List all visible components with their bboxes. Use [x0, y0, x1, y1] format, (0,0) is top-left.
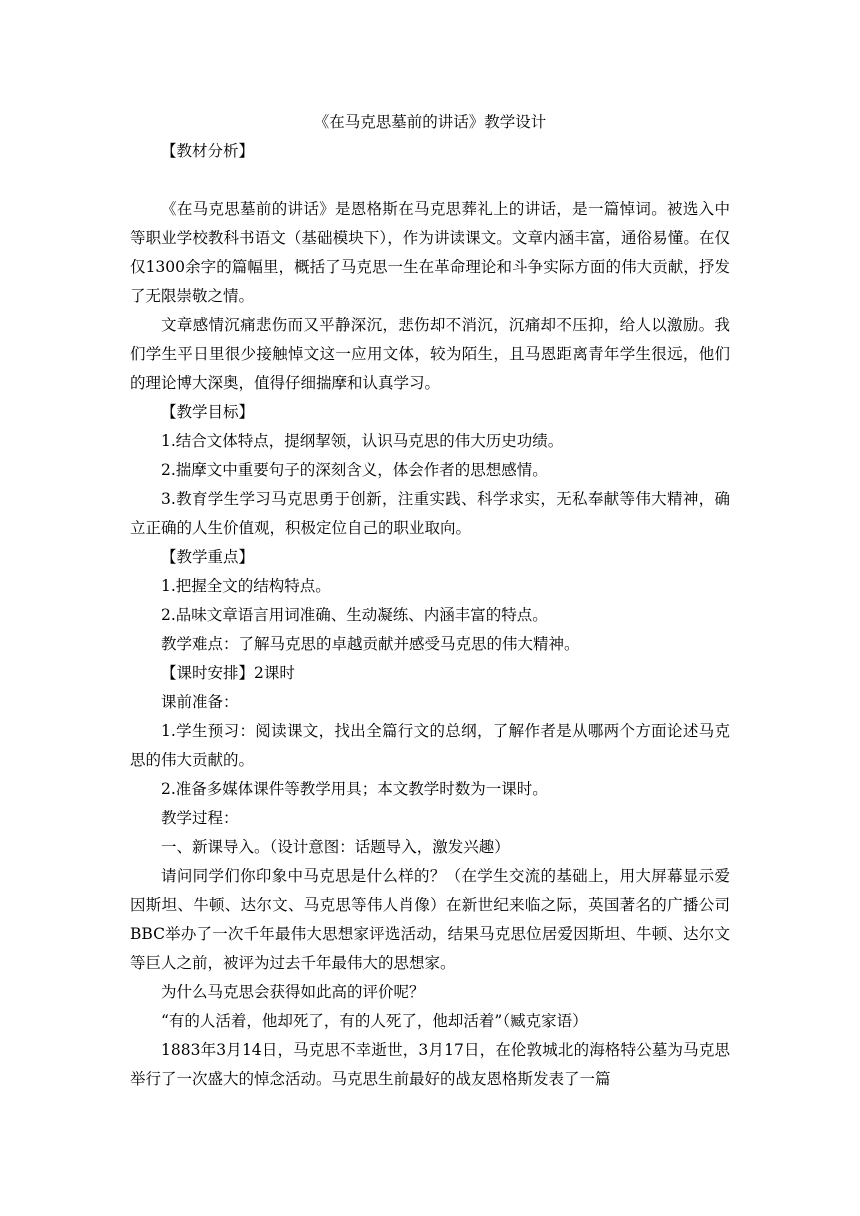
section-heading-material: 【教材分析】 [161, 142, 255, 160]
schedule-line: 【课时安排】2课时 [161, 664, 295, 682]
section-heading-goals: 【教学目标】 [161, 403, 255, 421]
document-body [130, 108, 730, 1094]
key-item-1: 1.把握全文的结构特点。 [161, 577, 331, 595]
section-heading-key: 【教学重点】 [161, 548, 255, 566]
question-line: 为什么马克思会获得如此高的评价呢？ [161, 983, 425, 1001]
paragraph-material-2: 文章感情沉痛悲伤而又平静深沉，悲伤却不消沉，沉痛却不压抑，给人以激励。我们学生平日里很少接触悼文这一应用文体，较为陌生，且马恩距离青年学生很远，他们的理论博大深奥，值得仔细揣摩和认真学习。 [130, 316, 730, 392]
paragraph-history: 1883年3月14日，马克思不幸逝世，3月17日，在伦敦城北的海格特公墓为马克思举行了一次盛大的悼念活动。马克思生前最好的战友恩格斯发表了一篇 [130, 1041, 730, 1088]
key-item-2: 2.品味文章语言用词准确、生动凝练、内涵丰富的特点。 [161, 606, 548, 624]
paragraph-material-1: 《在马克思墓前的讲话》是恩格斯在马克思葬礼上的讲话，是一篇悼词。被选入中等职业学校教科书语文（基础模块下），作为讲读课文。文章内涵丰富，通俗易懂。在仅仅1300余字的篇幅里，概括了马克思一生在革命理论和斗争实际方面的伟大贡献，抒发了无限崇敬之情。 [130, 200, 730, 305]
process-label: 教学过程： [161, 809, 239, 827]
goal-item-1: 1.结合文体特点，提纲挈领，认识马克思的伟大历史功绩。 [161, 432, 564, 450]
difficulty-line: 教学难点：了解马克思的卓越贡献并感受马克思的伟大精神。 [161, 635, 580, 653]
document-title: 《在马克思墓前的讲话》教学设计 [313, 113, 547, 131]
prep-item-1: 1.学生预习：阅读课文，找出全篇行文的总纲，了解作者是从哪两个方面论述马克思的伟大贡献的。 [130, 722, 730, 769]
step-heading-1: 一、新课导入。（设计意图：话题导入，激发兴趣） [161, 838, 510, 856]
goal-item-2: 2.揣摩文中重要句子的深刻含义，体会作者的思想感情。 [161, 461, 548, 479]
paragraph-intro: 请问同学们你印象中马克思是什么样的？（在学生交流的基础上，用大屏幕显示爱因斯坦、牛顿、达尔文、马克思等伟人肖像）在新世纪来临之际，英国著名的广播公司BBC举办了一次千年最伟大思想家评选活动，结果马克思位居爱因斯坦、牛顿、达尔文等巨人之前，被评为过去千年最伟大的思想家。 [130, 867, 730, 972]
quote-line: “有的人活着，他却死了，有的人死了，他却活着”（臧克家语） [161, 1012, 588, 1030]
prep-label: 课前准备： [161, 693, 239, 711]
goal-item-3: 3.教育学生学习马克思勇于创新，注重实践、科学求实，无私奉献等伟大精神，确立正确的人生价值观，积极定位自己的职业取向。 [130, 490, 730, 537]
prep-item-2: 2.准备多媒体课件等教学用具；本文教学时数为一课时。 [161, 780, 548, 798]
blank-line [130, 166, 730, 195]
